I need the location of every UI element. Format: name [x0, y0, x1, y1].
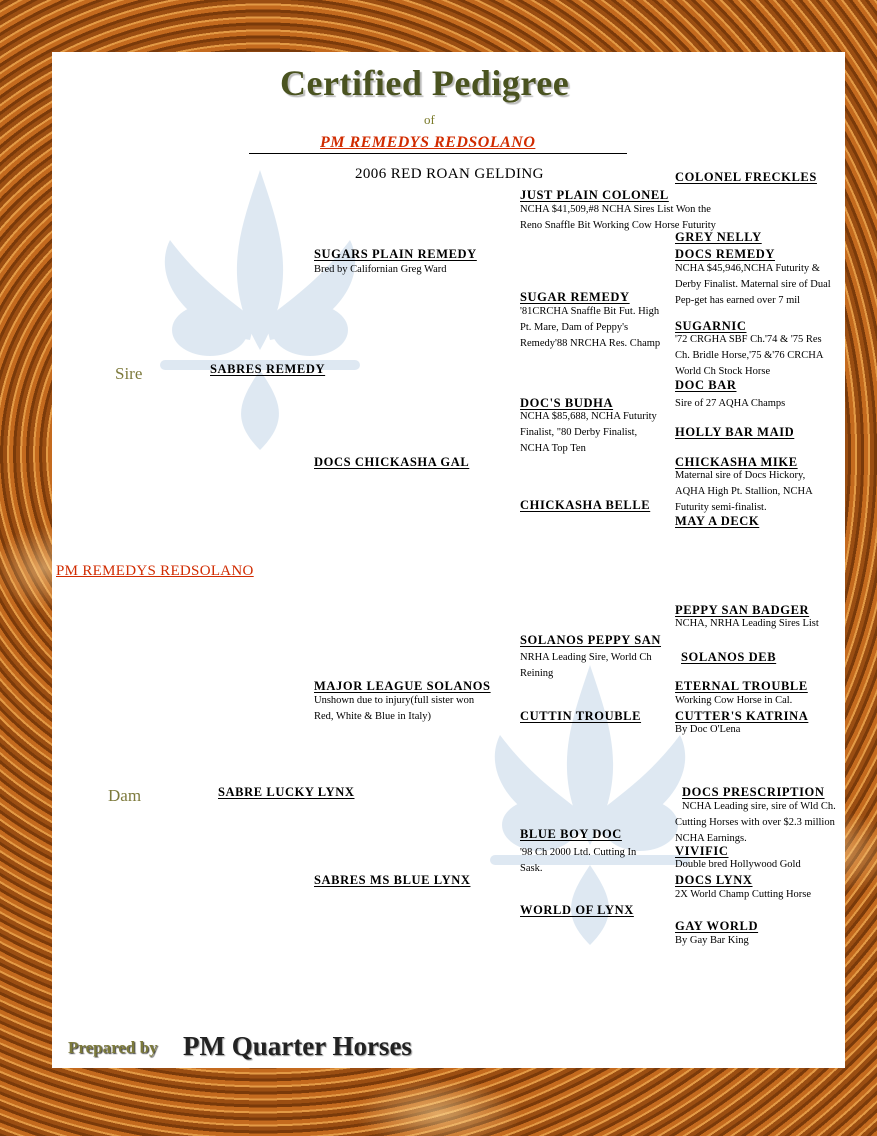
pedigree-name: CUTTIN TROUBLE: [520, 709, 642, 723]
title-divider: [249, 153, 627, 154]
pedigree-note: '98 Ch 2000 Ltd. Cutting In Sask.: [520, 847, 637, 874]
page-title: Certified Pedigree: [280, 63, 570, 103]
pedigree-note: NCHA Leading sire, sire of Wld Ch. Cutting Horses with over $2.3 million NCHA Earnings.: [675, 801, 836, 844]
pedigree-note: NCHA $41,509,#8 NCHA Sires List Won the Reno Snaffle Bit Working Cow Horse Futurity: [520, 204, 716, 231]
pedigree-name: GREY NELLY: [675, 230, 762, 244]
dam-grandsire-name: MAJOR LEAGUE SOLANOS: [314, 679, 491, 693]
pedigree-name: DOC'S BUDHA: [520, 396, 614, 410]
subject-horse-name: PM REMEDYS REDSOLANO: [56, 563, 254, 579]
pedigree-note: '72 CRGHA SBF Ch.'74 & '75 Res Ch. Bridle Horse,'75 &'76 CRCHA World Ch Stock Horse: [675, 334, 823, 377]
pedigree-name: MAY A DECK: [675, 514, 760, 528]
pedigree-name: VIVIFIC: [675, 844, 729, 858]
prepared-by-label: Prepared by: [68, 1038, 158, 1057]
sire-label: Sire: [115, 364, 143, 383]
pedigree-name: SUGAR REMEDY: [520, 290, 630, 304]
sire-grandsire-name: SUGARS PLAIN REMEDY: [314, 247, 477, 261]
horse-name-heading: PM REMEDYS REDSOLANO: [320, 134, 536, 151]
pedigree-name: DOCS LYNX: [675, 873, 753, 887]
pedigree-name: PEPPY SAN BADGER: [675, 603, 810, 617]
pedigree-name: SOLANOS PEPPY SAN: [520, 633, 662, 647]
pedigree-note: NCHA $45,946,NCHA Futurity & Derby Finalist. Maternal sire of Dual Pep-get has earned over 7 mil: [675, 263, 831, 306]
pedigree-name: SUGARNIC: [675, 319, 747, 333]
pedigree-name: CUTTER'S KATRINA: [675, 709, 809, 723]
pedigree-name: JUST PLAIN COLONEL: [520, 188, 669, 202]
pedigree-note: By Doc O'Lena: [675, 724, 741, 735]
sire-granddam-name: DOCS CHICKASHA GAL: [314, 455, 470, 469]
pedigree-name: BLUE BOY DOC: [520, 827, 622, 841]
title-of: of: [424, 112, 435, 127]
pedigree-note: By Gay Bar King: [675, 935, 749, 946]
pedigree-name: SOLANOS DEB: [681, 650, 777, 664]
dam-grandsire-note: Unshown due to injury(full sister won Red, White & Blue in Italy): [314, 695, 475, 722]
pedigree-note: Sire of 27 AQHA Champs: [675, 398, 786, 409]
pedigree-name: DOCS PRESCRIPTION: [682, 785, 825, 799]
pedigree-name: WORLD OF LYNX: [520, 903, 634, 917]
pedigree-note: NCHA $85,688, NCHA Futurity Finalist, "80 Derby Finalist, NCHA Top Ten: [520, 411, 657, 454]
dam-granddam-name: SABRES MS BLUE LYNX: [314, 873, 471, 887]
sire-name: SABRES REMEDY: [210, 362, 326, 376]
horse-description: 2006 RED ROAN GELDING: [355, 166, 544, 182]
pedigree-note: '81CRCHA Snaffle Bit Fut. High Pt. Mare, Dam of Peppy's Remedy'88 NRCHA Res. Champ: [520, 306, 661, 349]
pedigree-name: COLONEL FRECKLES: [675, 170, 817, 184]
pedigree-name: GAY WORLD: [675, 919, 759, 933]
farm-name: PM Quarter Horses: [183, 1031, 412, 1061]
dam-label: Dam: [108, 786, 142, 805]
pedigree-name: CHICKASHA BELLE: [520, 498, 651, 512]
dam-name: SABRE LUCKY LYNX: [218, 785, 355, 799]
pedigree-note: NRHA Leading Sire, World Ch Reining: [520, 652, 652, 679]
pedigree-note: NCHA, NRHA Leading Sires List: [675, 618, 819, 629]
pedigree-name: DOC BAR: [675, 378, 737, 392]
pedigree-name: CHICKASHA MIKE: [675, 455, 798, 469]
sire-grandsire-note: Bred by Californian Greg Ward: [314, 264, 447, 275]
pedigree-note: 2X World Champ Cutting Horse: [675, 889, 812, 900]
pedigree-name: HOLLY BAR MAID: [675, 425, 795, 439]
pedigree-name: ETERNAL TROUBLE: [675, 679, 808, 693]
pedigree-note: Maternal sire of Docs Hickory, AQHA High Pt. Stallion, NCHA Futurity semi-finalist.: [675, 470, 813, 513]
pedigree-name: DOCS REMEDY: [675, 247, 776, 261]
pedigree-note: Working Cow Horse in Cal.: [675, 695, 793, 706]
fleur-watermark-icon: [130, 170, 390, 450]
pedigree-note: Double bred Hollywood Gold: [675, 859, 801, 870]
